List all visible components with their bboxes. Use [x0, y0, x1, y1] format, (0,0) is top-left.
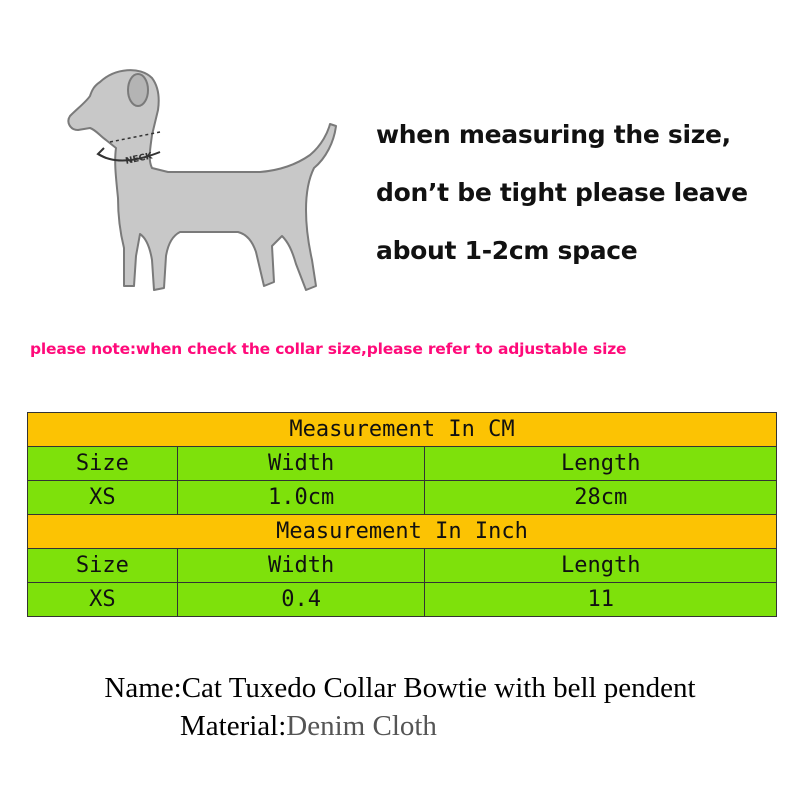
- cell-width: 1.0cm: [177, 481, 425, 515]
- inch-title: Measurement In Inch: [28, 515, 777, 549]
- instruction-line-2: don’t be tight please leave: [376, 178, 748, 207]
- instruction-line-1: when measuring the size,: [376, 120, 731, 149]
- material-label: Material:: [180, 710, 287, 742]
- cell-width: 0.4: [177, 583, 425, 617]
- measuring-instructions: [376, 112, 786, 286]
- cm-title: Measurement In CM: [28, 413, 777, 447]
- table-row: [28, 583, 777, 617]
- table-header-row: [28, 549, 777, 583]
- product-name: Name:Cat Tuxedo Collar Bowtie with bell pendent: [104, 672, 696, 704]
- material-value: Denim Cloth: [286, 710, 437, 742]
- header-length: Length: [425, 549, 777, 583]
- cell-size: XS: [28, 481, 178, 515]
- table-title-row: [28, 515, 777, 549]
- cell-length: 28cm: [425, 481, 777, 515]
- header-width: Width: [177, 549, 425, 583]
- dog-ear: [128, 74, 148, 106]
- cell-length: 11: [425, 583, 777, 617]
- dog-silhouette-icon: [60, 60, 350, 320]
- table-title-row: [28, 413, 777, 447]
- product-material: [180, 710, 437, 743]
- size-note: please note:when check the collar size,please refer to adjustable size: [30, 340, 627, 358]
- size-table: [27, 412, 777, 617]
- instruction-line-3: about 1-2cm space: [376, 236, 638, 265]
- header-size: Size: [28, 549, 178, 583]
- header-size: Size: [28, 447, 178, 481]
- dog-body: [68, 70, 336, 290]
- header-width: Width: [177, 447, 425, 481]
- neck-label: NECK: [124, 151, 154, 167]
- header-length: Length: [425, 447, 777, 481]
- neck-arrow-head: [98, 148, 106, 158]
- table-row: [28, 481, 777, 515]
- cell-size: XS: [28, 583, 178, 617]
- table-header-row: [28, 447, 777, 481]
